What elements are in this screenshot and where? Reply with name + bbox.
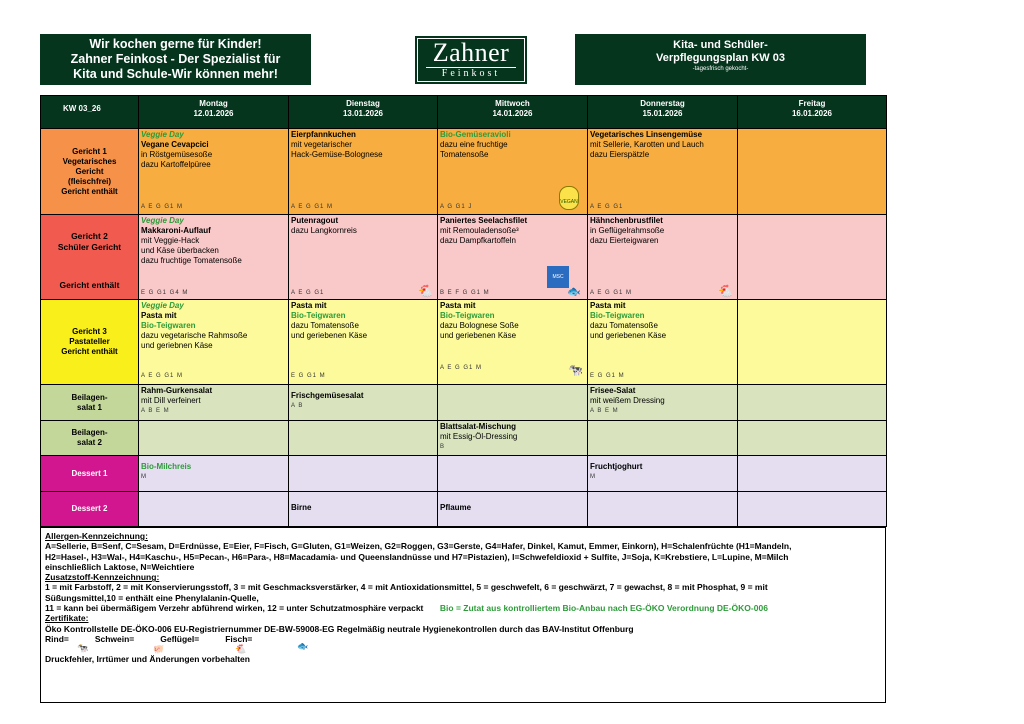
- footer-disclaimer: Druckfehler, Irrtümer und Änderungen vorbehalten: [45, 654, 250, 665]
- menu-cell-empty: [438, 456, 588, 492]
- allergen-codes: A G G1 J: [440, 204, 473, 210]
- plan-title-line: Verpflegungsplan KW 03: [656, 52, 785, 64]
- cow-icon: 🐄: [568, 363, 583, 377]
- menu-cell-empty: [738, 456, 887, 492]
- allergen-line: einschließlich Laktose, N=Weichtiere: [45, 561, 195, 572]
- slogan-line: Zahner Feinkost - Der Spezialist für: [70, 52, 281, 66]
- allergen-codes: A E G G1: [590, 204, 624, 210]
- fish-icon: 🐟: [567, 286, 581, 298]
- row-label-gericht-2: Gericht 2 Schüler Gericht Gericht enthält: [41, 215, 139, 300]
- menu-cell-empty: [139, 421, 289, 456]
- row-label-beilagensalat-2: Beilagen- salat 2: [41, 421, 139, 456]
- zertifikate-line: Öko Kontrollstelle DE-ÖKO-006 EU-Registriernummer DE-BW-59008-EG Regelmäßig neutrale Hygienekontrollen durch das BAV-Institut Offenburg: [45, 623, 634, 634]
- dish-title: Pasta mit: [590, 301, 626, 310]
- allergen-codes: E G G1 M: [291, 373, 326, 379]
- allergen-codes: A B E M: [141, 408, 170, 414]
- allergen-codes: M: [590, 474, 595, 480]
- menu-cell: Putenragout dazu Langkornreis A E G G1 🐔: [289, 215, 438, 300]
- menu-cell: [588, 456, 738, 492]
- row-gericht-2: [41, 215, 887, 300]
- row-label-gericht-3: Gericht 3 Pastateller Gericht enthält: [41, 300, 139, 385]
- menu-cell: Blattsalat-Mischung mit Essig-Öl-Dressing B: [438, 421, 588, 456]
- menu-cell: Pasta mit Bio-Teigwaren dazu Tomatensoße und geriebenen Käse E G G1 M: [588, 300, 738, 385]
- menu-cell: Eierpfannkuchen mit vegetarischer Hack-Gemüse-Bolognese A E G G1 M: [289, 129, 438, 215]
- menu-cell: [289, 492, 438, 527]
- zusatz-heading: Zusatzstoff-Kennzeichnung:: [45, 572, 160, 583]
- menu-cell: Veggie Day Pasta mit Bio-Teigwaren dazu vegetarische Rahmsoße und geriebnen Käse A E G G1 M: [139, 300, 289, 385]
- menu-cell-empty: [139, 492, 289, 527]
- slogan-line: Kita und Schule-Wir können mehr!: [73, 67, 278, 81]
- dish-title: Pasta mit: [291, 301, 327, 310]
- dish-title: Frisee-Salat: [590, 386, 636, 395]
- plan-subtitle: -tagesfrisch gekocht-: [692, 66, 749, 72]
- menu-cell-empty: [738, 492, 887, 527]
- allergen-codes: A E G G1: [291, 290, 325, 296]
- menu-cell-empty: [738, 385, 887, 421]
- menu-cell: Rahm-Gurkensalat mit Dill verfeinert A B E M: [139, 385, 289, 421]
- allergen-line: A=Sellerie, B=Senf, C=Sesam, D=Erdnüsse, E=Eier, F=Fisch, G=Gluten, G1=Weizen, G2=Roggen, G3=Gerste, G4=Hafer, Dinkel, Kamut, Emmer, Einkorn), H=Schalenfrüchte (H1=Mandeln,: [45, 541, 792, 552]
- menu-cell-empty: [738, 421, 887, 456]
- bio-note: Bio = Zutat aus kontrolliertem Bio-Anbau nach EG-ÖKO Verordnung DE-ÖKO-006: [439, 603, 768, 614]
- dish-title: Fruchtjoghurt: [590, 462, 643, 471]
- slogan-line: Wir kochen gerne für Kinder!: [89, 37, 262, 51]
- dish-title: Pasta mit: [440, 301, 476, 310]
- msc-badge-icon: MSC: [547, 266, 569, 288]
- row-gericht-1: [41, 129, 887, 215]
- row-label-dessert-1: Dessert 1: [41, 456, 139, 492]
- menu-cell: Pasta mit Bio-Teigwaren dazu Bolognese Soße und geriebenen Käse A E G G1 M 🐄: [438, 300, 588, 385]
- allergen-codes: E G G1 G4 M: [141, 290, 189, 296]
- row-beilagensalat-1: [41, 385, 887, 421]
- menu-cell: Pasta mit Bio-Teigwaren dazu Tomatensoße und geriebenen Käse E G G1 M: [289, 300, 438, 385]
- menu-cell: [438, 492, 588, 527]
- chicken-icon: 🐔: [418, 284, 433, 298]
- allergen-codes: A B: [291, 403, 304, 409]
- day-header-monday: Montag 12.01.2026: [139, 96, 289, 129]
- menu-cell: Hähnchenbrustfilet in Geflügelrahmsoße dazu Eierteigwaren A E G G1 M 🐔: [588, 215, 738, 300]
- week-label: KW 03_26: [41, 96, 139, 129]
- dish-title: Frischgemüsesalat: [291, 391, 364, 400]
- dish-title: Bio-Milchreis: [141, 462, 192, 471]
- menu-cell: Veggie Day Vegane Cevapcici in Röstgemüsesoße dazu Kartoffelpüree A E G G1 M: [139, 129, 289, 215]
- allergen-codes: A E G G1 M: [141, 373, 184, 379]
- fish-icon: 🐟: [297, 641, 309, 652]
- vegan-badge-icon: VEGAN: [559, 186, 579, 210]
- row-label-beilagensalat-1: Beilagen- salat 1: [41, 385, 139, 421]
- dish-title: Eierpfannkuchen: [291, 130, 356, 139]
- zusatz-line: 11 = kann bei übermäßigem Verzehr abführend wirken, 12 = unter Schutzatmosphäre verpackt Bio = Zutat aus kontrolliertem Bio-Anbau nach EG-ÖKO Verordnung DE-ÖKO-006: [45, 603, 768, 614]
- day-header-thursday: Donnerstag 15.01.2026: [588, 96, 738, 129]
- row-label-gericht-1: Gericht 1 Vegetarisches Gericht (fleischfrei) Gericht enthält: [41, 129, 139, 215]
- zusatz-line: 1 = mit Farbstoff, 2 = mit Konservierungsstoff, 3 = mit Geschmacksverstärker, 4 = mit Antioxidationsmittel, 5 = geschwefelt, 6 = geschwärzt, 7 = gewachst, 8 = mit Phosphat, 9 = mit: [45, 582, 768, 593]
- dish-title: Pflaume: [440, 503, 472, 512]
- allergen-line: H2=Hasel-, H3=Wal-, H4=Kaschu-, H5=Pecan-, H6=Para-, H8=Macadamia- und Queenslandnüsse und H7=Pistazien), I=Schwefeldioxid + Sulfite, J=Soja, K=Krebstiere, L=Lupine, M=Milch: [45, 551, 789, 562]
- row-beilagensalat-2: [41, 421, 887, 456]
- menu-cell: Veggie Day Makkaroni-Auflauf mit Veggie-Hack und Käse überbacken dazu fruchtige Tomatensoße E G G1 G4 M: [139, 215, 289, 300]
- dish-title: Rahm-Gurkensalat: [141, 386, 213, 395]
- menu-cell-empty: [588, 492, 738, 527]
- cow-icon: 🐄: [77, 643, 89, 654]
- chicken-icon: 🐔: [718, 284, 733, 298]
- chicken-icon: 🐔: [235, 644, 247, 655]
- menu-cell-empty: [438, 385, 588, 421]
- menu-table: [40, 95, 887, 527]
- plan-title-line: Kita- und Schüler-: [673, 39, 768, 51]
- dish-title: Blattsalat-Mischung: [440, 422, 517, 431]
- dish-title: Vegetarisches Linsengemüse: [590, 130, 703, 139]
- header-plan-title: [575, 34, 866, 85]
- allergen-codes: A E G G1 M: [141, 204, 184, 210]
- zertifikate-heading: Zertifikate:: [45, 613, 89, 624]
- dish-title: Vegane Cevapcici: [141, 140, 209, 149]
- menu-cell-empty: [289, 421, 438, 456]
- menu-cell: Vegetarisches Linsengemüse mit Sellerie, Karotten und Lauch dazu Eierspätzle A E G G1: [588, 129, 738, 215]
- meat-legend-line: Rind= Schwein= Geflügel= Fisch=: [45, 633, 253, 644]
- row-dessert-2: [41, 492, 887, 527]
- allergen-codes: A B E M: [590, 408, 619, 414]
- menu-cell: Bio-Gemüseravioli dazu eine fruchtige Tomatensoße A G G1 J VEGAN: [438, 129, 588, 215]
- zahner-logo: [415, 36, 527, 84]
- dish-title: Makkaroni-Auflauf: [141, 226, 211, 235]
- menu-cell-empty: [588, 421, 738, 456]
- dish-title: Putenragout: [291, 216, 339, 225]
- dish-title: Hähnchenbrustfilet: [590, 216, 663, 225]
- allergen-codes: A E G G1 M: [291, 204, 334, 210]
- header-slogan: [40, 34, 311, 85]
- menu-cell: Frisee-Salat mit weißem Dressing A B E M: [588, 385, 738, 421]
- allergen-codes: A E G G1 M: [440, 365, 483, 371]
- day-header-wednesday: Mittwoch 14.01.2026: [438, 96, 588, 129]
- veggie-day-label: Veggie Day: [141, 216, 184, 225]
- menu-cell-empty: [738, 215, 887, 300]
- allergen-codes: M: [141, 474, 146, 480]
- logo-sub: Feinkost: [426, 67, 516, 79]
- allergen-codes: B: [440, 444, 446, 450]
- menu-cell-empty: [738, 300, 887, 385]
- row-dessert-1: [41, 456, 887, 492]
- dish-title: Pasta mit: [141, 311, 177, 320]
- day-header-tuesday: Dienstag 13.01.2026: [289, 96, 438, 129]
- veggie-day-label: Veggie Day: [141, 301, 184, 310]
- allergen-codes: A E G G1 M: [590, 290, 633, 296]
- allergen-codes: E G G1 M: [590, 373, 625, 379]
- veggie-day-label: Veggie Day: [141, 130, 184, 139]
- menu-cell: Paniertes Seelachsfilet mit Remouladensoße³ dazu Dampfkartoffeln B E F G G1 M MSC 🐟: [438, 215, 588, 300]
- allergen-heading: Allergen-Kennzeichnung:: [45, 531, 148, 541]
- allergen-codes: B E F G G1 M: [440, 290, 490, 296]
- menu-cell: [289, 385, 438, 421]
- dish-title: Birne: [291, 503, 312, 512]
- day-header-friday: Freitag 16.01.2026: [738, 96, 887, 129]
- zusatz-line: Süßungsmittel,10 = enthält eine Phenylalanin-Quelle,: [45, 592, 259, 603]
- meat-icons-row: [45, 641, 881, 655]
- logo-name: Zahner: [432, 38, 510, 67]
- legend-box: [40, 527, 886, 703]
- row-gericht-3: [41, 300, 887, 385]
- row-label-dessert-2: Dessert 2: [41, 492, 139, 527]
- menu-cell: [139, 456, 289, 492]
- pig-icon: 🐖: [153, 644, 165, 655]
- dish-title: Bio-Gemüseravioli: [440, 130, 511, 139]
- dish-title: Paniertes Seelachsfilet: [440, 216, 528, 225]
- day-header-row: [41, 96, 887, 129]
- menu-cell-empty: [738, 129, 887, 215]
- menu-cell-empty: [289, 456, 438, 492]
